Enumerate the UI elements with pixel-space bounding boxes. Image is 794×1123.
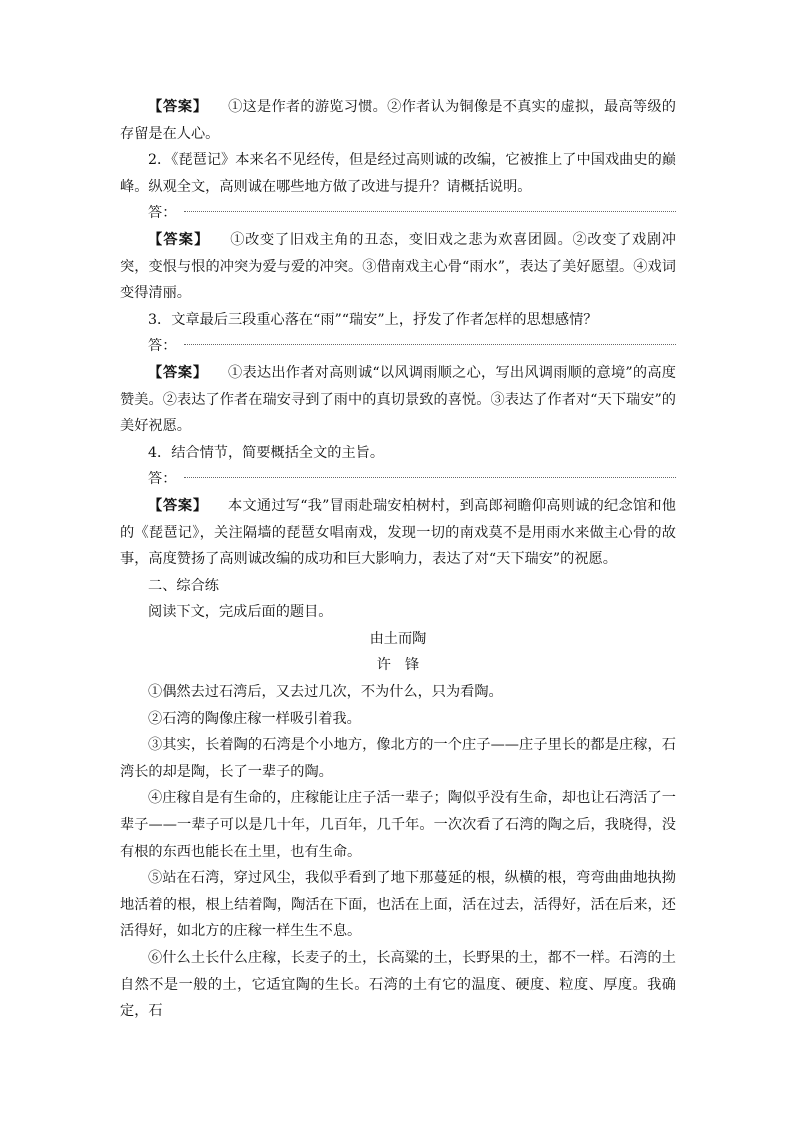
- question-2: 2．《琵琶记》本来名不见经传，但是经过高则诚的改编，它被推上了中国戏曲史的巅峰。纵观全文，高则诚在哪些地方做了改进与提升？请概括说明。: [120, 152, 676, 195]
- answer-label: 【答案】: [148, 231, 210, 248]
- answer-label: 【答案】: [148, 364, 208, 381]
- reading-instruction: 阅读下文，完成后面的题目。: [148, 604, 333, 621]
- answer-line-q3[interactable]: [120, 333, 676, 360]
- answer-label: 【答案】: [148, 497, 208, 514]
- answer-q2: [120, 227, 676, 307]
- answer-text: ①改变了旧戏主角的丑态，变旧戏之悲为欢喜团圆。②改变了戏剧冲突，变恨与恨的冲突为爱与爱的冲突。③借南戏主心骨“雨水”，表达了美好愿望。④戏词变得清丽。: [120, 231, 676, 302]
- answer-prompt: 答：: [148, 471, 177, 488]
- article-author: 许锋: [376, 657, 434, 674]
- answer-line-q2[interactable]: [120, 200, 676, 227]
- article-paragraph: ②石湾的陶像庄稼一样吸引着我。: [148, 710, 361, 727]
- article-paragraph: ③其实，长着陶的石湾是个小地方，像北方的一个庄子——庄子里长的都是庄稼，石湾长的却是陶，长了一辈子的陶。: [120, 737, 676, 780]
- answer-prompt: 答：: [148, 338, 177, 355]
- article-paragraph: ①偶然去过石湾后，又去过几次，不为什么，只为看陶。: [148, 684, 503, 701]
- answer-text: ①这是作者的游览习惯。②作者认为铜像是不真实的虚拟，最高等级的存留是在人心。: [120, 99, 676, 142]
- answer-q4: [120, 493, 676, 573]
- article-paragraph: ④庄稼自是有生命的，庄稼能让庄子活一辈子；陶似乎没有生命，却也让石湾活了一辈子——一辈子可以是几十年，几百年，几千年。一次次看了石湾的陶之后，我晓得，没有根的东西也能长在土里，也有生命。: [120, 790, 676, 860]
- answer-line-q4[interactable]: [120, 466, 676, 493]
- answer-prompt: 答：: [148, 205, 177, 222]
- answer-text: 本文通过写“我”冒雨赴瑞安柏树村，到高郎祠瞻仰高则诚的纪念馆和他的《琵琶记》，关注隔墙的琵琶女唱南戏，发现一切的南戏莫不是用雨水来做主心骨的故事，高度赞扬了高则诚改编的成功和巨大影响力，表达了对“天下瑞安”的祝愿。: [120, 497, 676, 568]
- answer-blank: [184, 210, 676, 212]
- answer-label: 【答案】: [148, 99, 208, 115]
- article-paragraph: ⑥什么土长什么庄稼，长麦子的土，长高粱的土，长野果的土，都不一样。石湾的土自然不是一般的土，它适宜陶的生长。石湾的土有它的温度、硬度、粒度、厚度。我确定，石: [120, 950, 676, 1020]
- question-4: 4．结合情节，简要概括全文的主旨。: [148, 444, 385, 461]
- answer-q1: [120, 94, 676, 147]
- question-3: 3．文章最后三段重心落在“雨”“瑞安”上，抒发了作者怎样的思想感情？: [148, 311, 598, 328]
- document-page: [120, 94, 676, 1025]
- answer-q3: [120, 360, 676, 440]
- article-paragraph: ⑤站在石湾，穿过风尘，我似乎看到了地下那蔓延的根，纵横的根，弯弯曲曲地执拗地活着的根，根上结着陶，陶活在下面，也活在上面，活在过去，活得好，活在后来，还活得好，如北方的庄稼一样生生不息。: [120, 870, 676, 940]
- section-heading: 二、综合练: [148, 577, 219, 594]
- article-author-line: [120, 652, 676, 679]
- answer-blank: [184, 476, 676, 478]
- answer-blank: [184, 343, 676, 345]
- article-title: 由土而陶: [369, 630, 427, 647]
- answer-text: ①表达出作者对高则诚“以风调雨顺之心，写出风调雨顺的意境”的高度赞美。②表达了作者在瑞安寻到了雨中的真切景致的喜悦。③表达了作者对“天下瑞安”的美好祝愿。: [120, 364, 676, 435]
